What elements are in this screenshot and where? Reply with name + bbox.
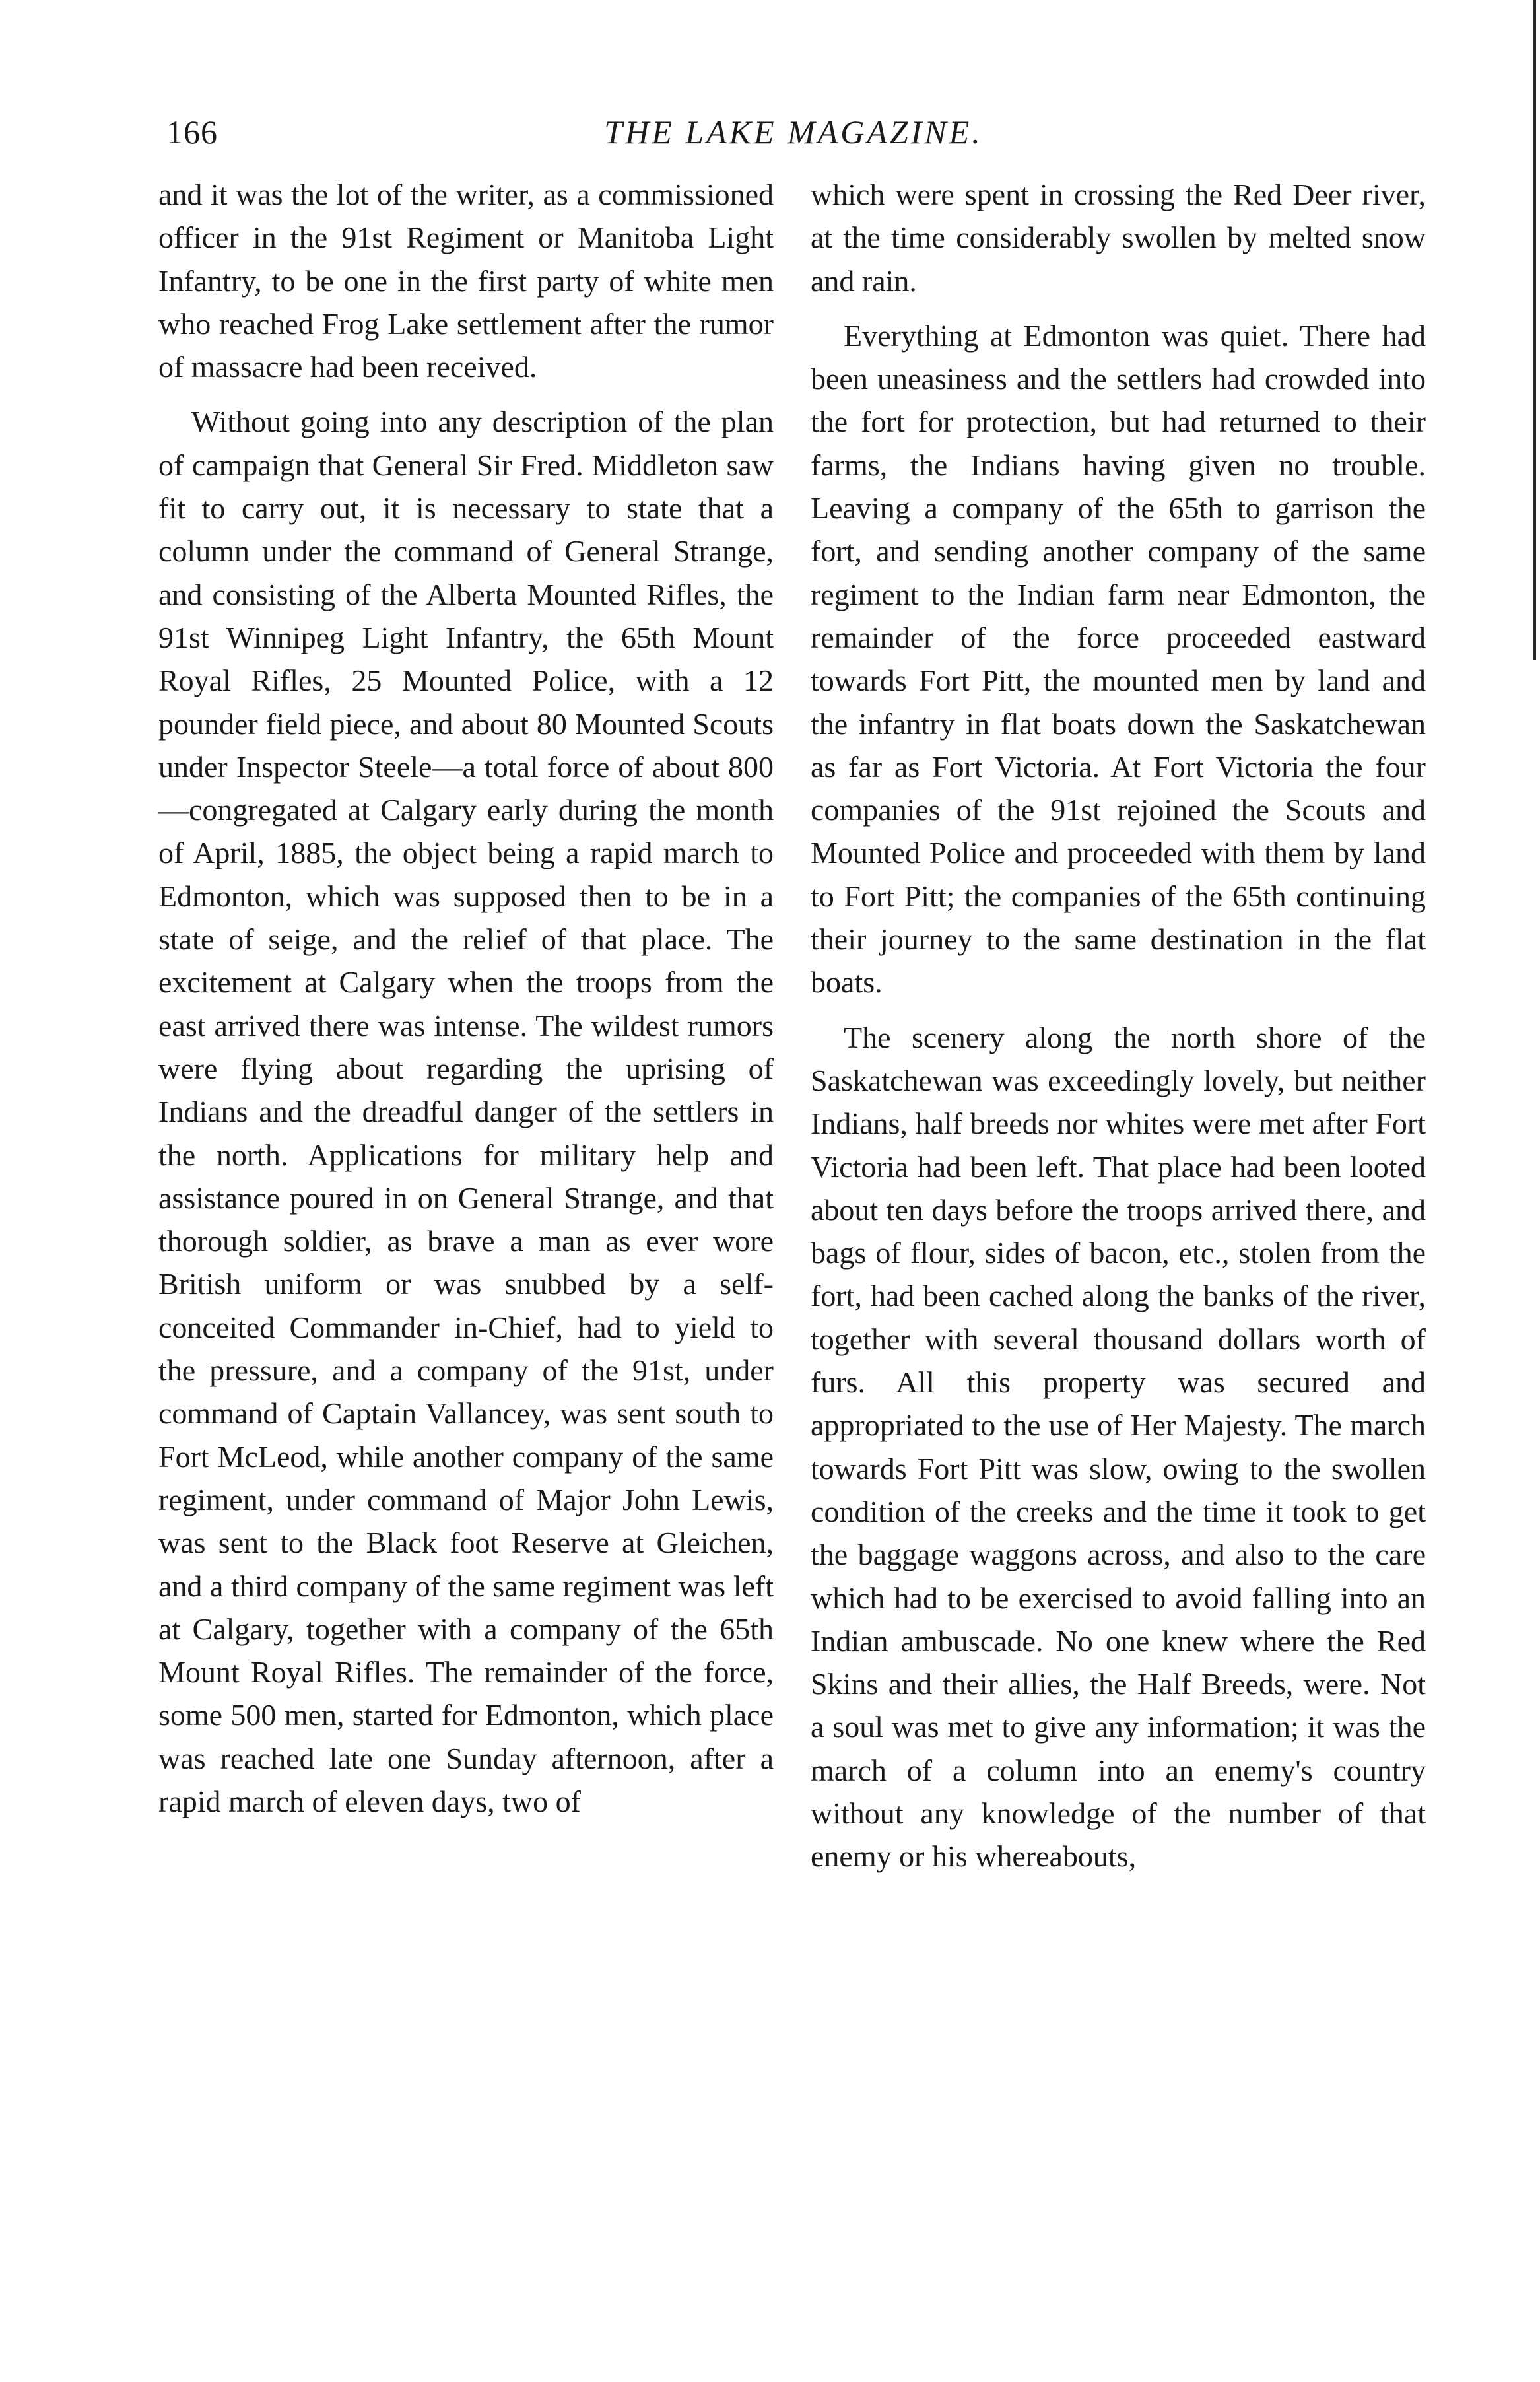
left-paragraph-1: and it was the lot of the writer, as a commissioned officer in the 91st Regiment or Manitoba Light Infantry, to be one in the first party of white men who reached Frog Lake settlement after the rumor of massacre had been received. [158, 178, 774, 384]
right-paragraph-2: Everything at Edmonton was quiet. There had been uneasiness and the settlers had crowded into the fort for protection, but had returned to their farms, the Indians having given no trouble. Leaving a company of the 65th to garrison the fort, and sending another company of the same regiment to the Indian farm near Edmonton, the remainder of the force proceeded eastward towards Fort Pitt, the mounted men by land and the infantry in flat boats down the Saskatchewan as far as Fort Victoria. At Fort Victoria the four companies of the 91st rejoined the Scouts and Mounted Police and proceeded with them by land to Fort Pitt; the companies of the 65th continuing their journey to the same destination in the flat boats. [811, 318, 1426, 1000]
page-header [153, 106, 1434, 158]
right-paragraph-1: which were spent in crossing the Red Deer river, at the time considerably swollen by melted snow and rain. [811, 178, 1426, 298]
right-column [811, 173, 1426, 1890]
page-number: 166 [166, 114, 218, 151]
running-title: THE LAKE MAGAZINE. [604, 114, 983, 151]
left-column [158, 173, 774, 1835]
page-edge-rule [1533, 0, 1536, 660]
left-paragraph-2: Without going into any description of the plan of campaign that General Sir Fred. Middleton saw fit to carry out, it is necessary to state that a column under the command of General Strange, and consisting of the Alberta Mounted Rifles, the 91st Winnipeg Light Infantry, the 65th Mount Royal Rifles, 25 Mounted Police, with a 12 pounder field piece, and about 80 Mounted Scouts under Inspector Steele—a total force of about 800—congregated at Calgary early during the month of April, 1885, the object being a rapid march to Edmonton, which was supposed then to be in a state of seige, and the relief of that place. The excitement at Calgary when the troops from the east arrived there was intense. The wildest rumors were flying about regarding the uprising of Indians and the dreadful danger of the settlers in the north. Applications for military help and assistance poured in on General Strange, and that thorough soldier, as brave a man as ever wore British uniform or was snubbed by a self-conceited Commander in-Chief, had to yield to the pressure, and a company of the 91st, under command of Captain Vallancey, was sent south to Fort McLeod, while another company of the same regiment, under command of Major John Lewis, was sent to the Black foot Reserve at Gleichen, and a third company of the same regiment was left at Calgary, together with a company of the 65th Mount Royal Rifles. The remainder of the force, some 500 men, started for Edmonton, which place was reached late one Sunday afternoon, after a rapid march of eleven days, two of [158, 405, 774, 1818]
right-paragraph-3: The scenery along the north shore of the Saskatchewan was exceedingly lovely, but neither Indians, half breeds nor whites were met after Fort Victoria had been left. That place had been looted about ten days before the troops arrived there, and bags of flour, sides of bacon, etc., stolen from the fort, had been cached along the banks of the river, together with several thousand dollars worth of furs. All this property was secured and appropriated to the use of Her Majesty. The march towards Fort Pitt was slow, owing to the swollen condition of the creeks and the time it took to get the baggage waggons across, and also to the care which had to be exercised to avoid falling into an Indian ambuscade. No one knew where the Red Skins and their allies, the Half Breeds, were. Not a soul was met to give any information; it was the march of a column into an enemy's country without any knowledge of the number of that enemy or his whereabouts, [811, 1020, 1426, 1874]
